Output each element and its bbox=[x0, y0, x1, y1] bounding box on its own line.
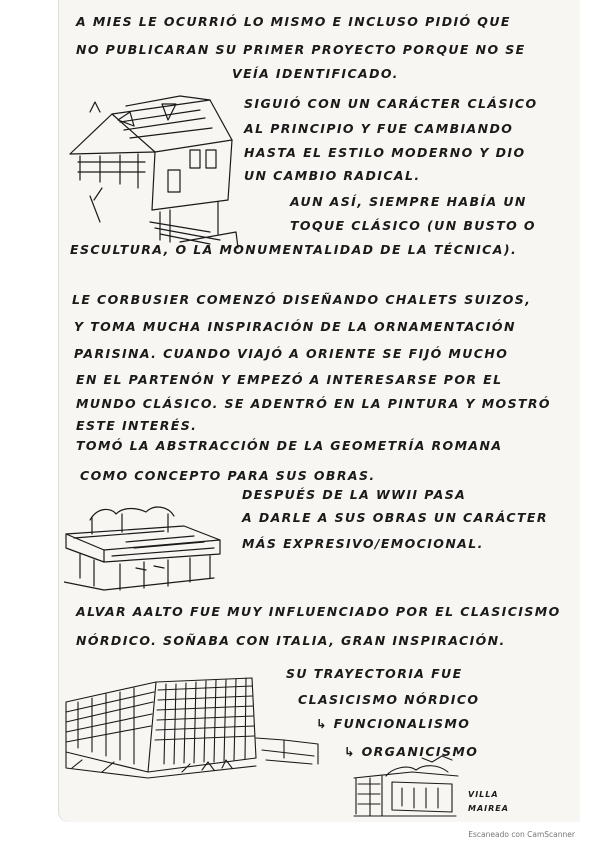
note-line: DESPUÉS DE LA WWII PASA bbox=[242, 487, 467, 502]
aalto-building-sketch bbox=[62, 668, 322, 780]
note-line: TOMÓ LA ABSTRACCIÓN DE LA GEOMETRÍA ROMANA bbox=[76, 438, 503, 453]
note-line: ALVAR AALTO FUE MUY INFLUENCIADO POR EL CLASICISMO bbox=[76, 604, 561, 619]
note-line: NO PUBLICARAN SU PRIMER PROYECTO PORQUE NO SE bbox=[76, 42, 526, 57]
note-line: ↳ ORGANICISMO bbox=[344, 744, 479, 759]
note-line: TOQUE CLÁSICO (UN BUSTO O bbox=[290, 218, 536, 233]
note-line: UN CAMBIO RADICAL. bbox=[244, 168, 421, 183]
note-line: PARISINA. CUANDO VIAJÓ A ORIENTE SE FIJÓ MUCHO bbox=[74, 346, 509, 361]
villa-mairea-sketch bbox=[352, 754, 462, 820]
note-line: AL PRINCIPIO Y FUE CAMBIANDO bbox=[244, 121, 514, 136]
house-sketch bbox=[60, 92, 240, 252]
note-line: VEÍA IDENTIFICADO. bbox=[232, 66, 399, 81]
note-line: ESCULTURA, O LA MONUMENTALIDAD DE LA TÉCNICA). bbox=[70, 242, 518, 257]
note-line: MUNDO CLÁSICO. SE ADENTRÓ EN LA PINTURA Y MOSTRÓ bbox=[76, 396, 551, 411]
note-line: ↳ FUNCIONALISMO bbox=[316, 716, 471, 731]
note-line: COMO CONCEPTO PARA SUS OBRAS. bbox=[80, 468, 376, 483]
scanner-watermark: Escaneado con CamScanner bbox=[468, 830, 575, 839]
note-line: EN EL PARTENÓN Y EMPEZÓ A INTERESARSE POR EL bbox=[76, 372, 503, 387]
note-line: A DARLE A SUS OBRAS UN CARÁCTER bbox=[242, 510, 548, 525]
note-line: Y TOMA MUCHA INSPIRACIÓN DE LA ORNAMENTACIÓN bbox=[74, 319, 516, 334]
note-line: CLASICISMO NÓRDICO bbox=[298, 692, 480, 707]
note-line: A MIES LE OCURRIÓ LO MISMO E INCLUSO PIDIÓ QUE bbox=[76, 14, 511, 29]
note-line: MÁS EXPRESIVO/EMOCIONAL. bbox=[242, 536, 484, 551]
note-line: AUN ASÍ, SIEMPRE HABÍA UN bbox=[290, 194, 527, 209]
note-line: ESTE INTERÉS. bbox=[76, 418, 198, 433]
note-line: SU TRAYECTORIA FUE bbox=[286, 666, 463, 681]
note-line: SIGUIÓ CON UN CARÁCTER CLÁSICO bbox=[244, 96, 538, 111]
note-line: NÓRDICO. SOÑABA CON ITALIA, GRAN INSPIRACIÓN. bbox=[76, 633, 506, 648]
note-line: LE CORBUSIER COMENZÓ DISEÑANDO CHALETS SUIZOS, bbox=[72, 292, 532, 307]
sketch-label: VILLA MAIREA bbox=[468, 790, 509, 813]
villa-savoye-sketch bbox=[64, 498, 224, 594]
note-line: HASTA EL ESTILO MODERNO Y DIO bbox=[244, 145, 526, 160]
